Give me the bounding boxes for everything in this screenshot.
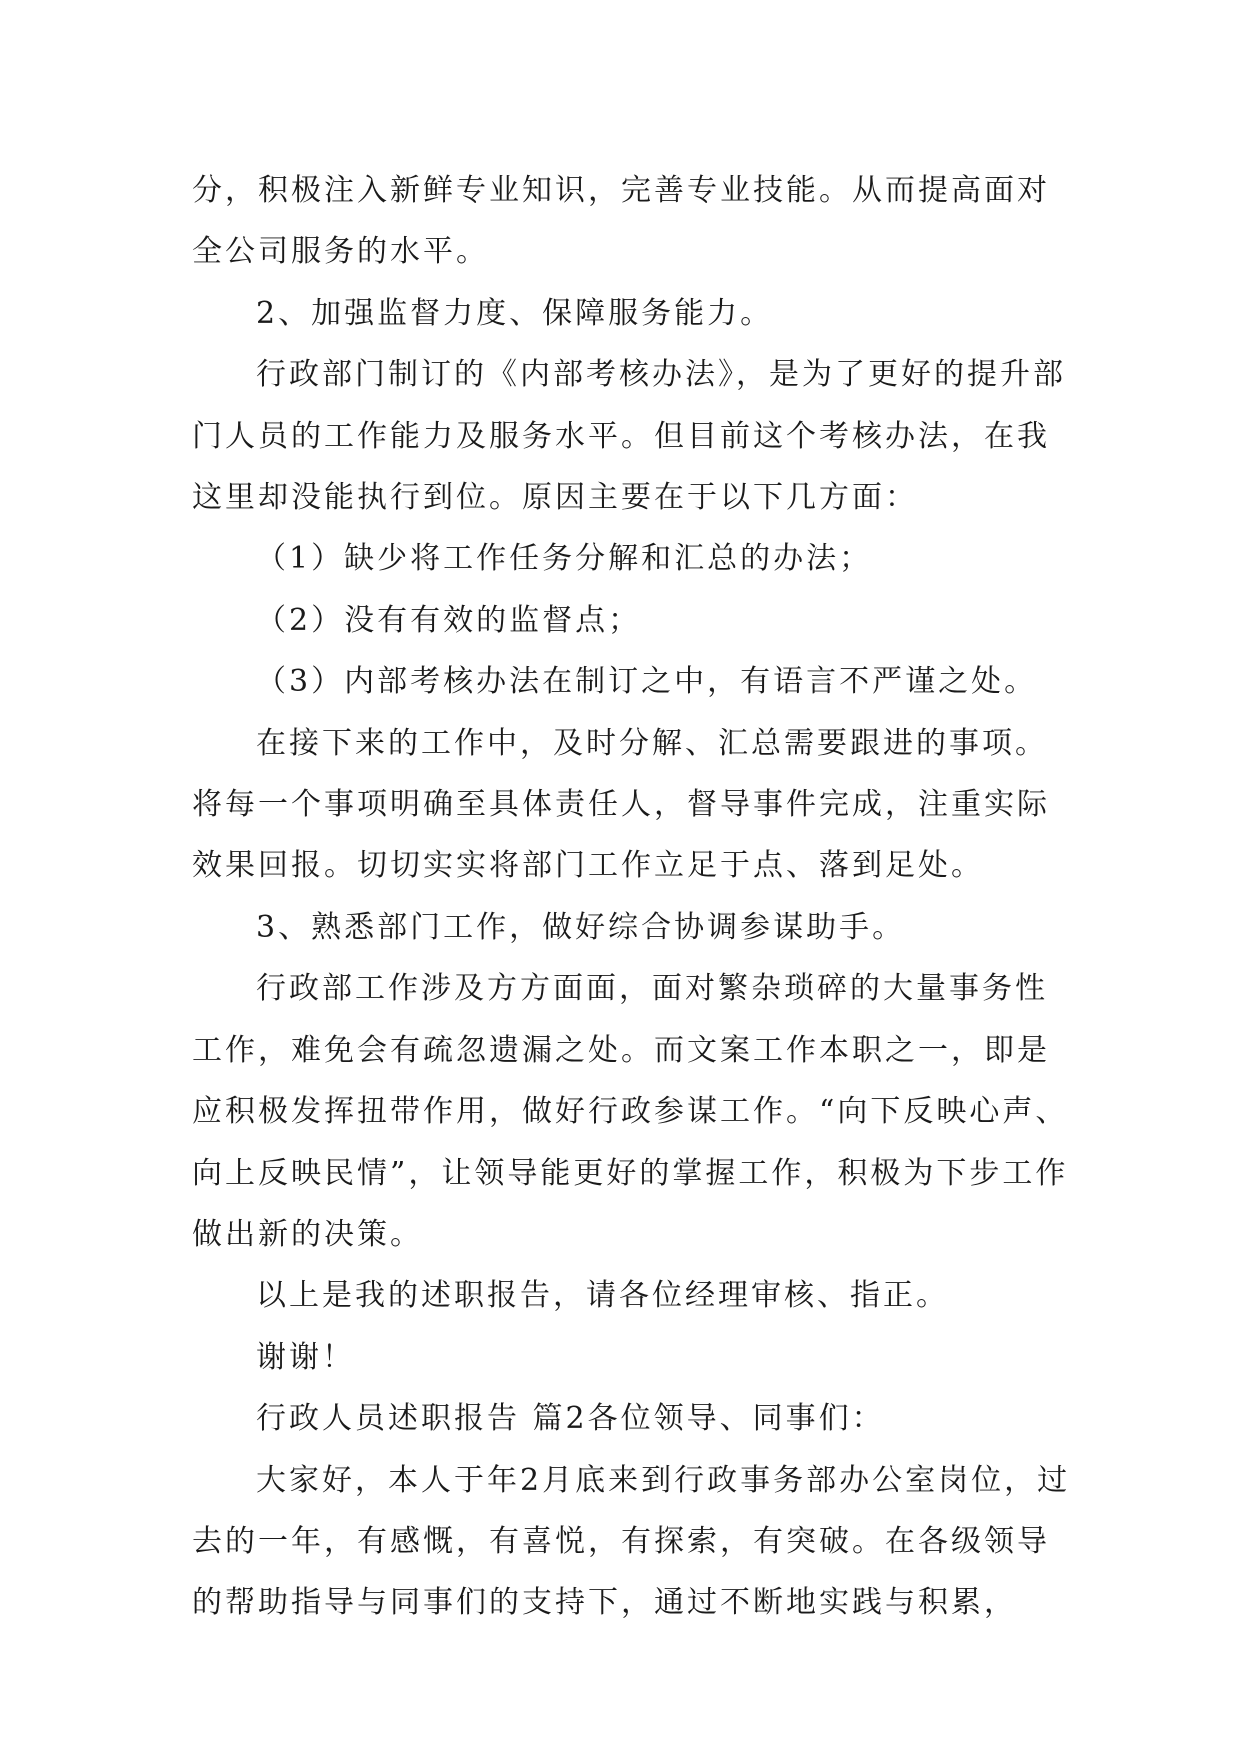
section-heading-3: 3、熟悉部门工作，做好综合协调参谋助手。 [256,909,906,945]
paragraph-thanks: 谢谢！ [256,1339,355,1375]
paragraph-next-work: 在接下来的工作中，及时分解、汇总需要跟进的事项。将每一个事项明确至具体责任人，督导事件完成，注重实际效果回报。切切实实将部门工作立足于点、落到足处。 [192,725,1050,884]
paragraph-greeting: 大家好，本人于年2月底来到行政事务部办公室岗位，过去的一年，有感慨，有喜悦，有探索，有突破。在各级领导的帮助指导与同事们的支持下，通过不断地实践与积累， [192,1462,1071,1621]
paragraph-continuation: 分，积极注入新鲜专业知识，完善专业技能。从而提高面对全公司服务的水平。 [192,173,1050,270]
section-heading-2: 2、加强监督力度、保障服务能力。 [256,295,774,331]
article-2-title: 行政人员述职报告 篇2各位领导、同事们： [256,1401,885,1437]
list-item-3: （3）内部考核办法在制订之中，有语言不严谨之处。 [256,664,1038,700]
paragraph-closing: 以上是我的述职报告，请各位经理审核、指正。 [256,1278,949,1314]
list-item-1: （1）缺少将工作任务分解和汇总的办法； [256,541,873,577]
paragraph-admin-department: 行政部工作涉及方方面面，面对繁杂琐碎的大量事务性工作，难免会有疏忽遗漏之处。而文案工作本职之一，即是应积极发挥扭带作用，做好行政参谋工作。“向下反映心声、向上反映民情”，让领导能更好的掌握工作，积极为下步工作做出新的决策。 [192,971,1069,1252]
list-item-2: （2）没有有效的监督点； [256,602,642,638]
paragraph-assessment-method: 行政部门制订的《内部考核办法》，是为了更好的提升部门人员的工作能力及服务水平。但目前这个考核办法，在我这里却没能执行到位。原因主要在于以下几方面： [192,357,1066,516]
document-body [192,160,1072,1634]
